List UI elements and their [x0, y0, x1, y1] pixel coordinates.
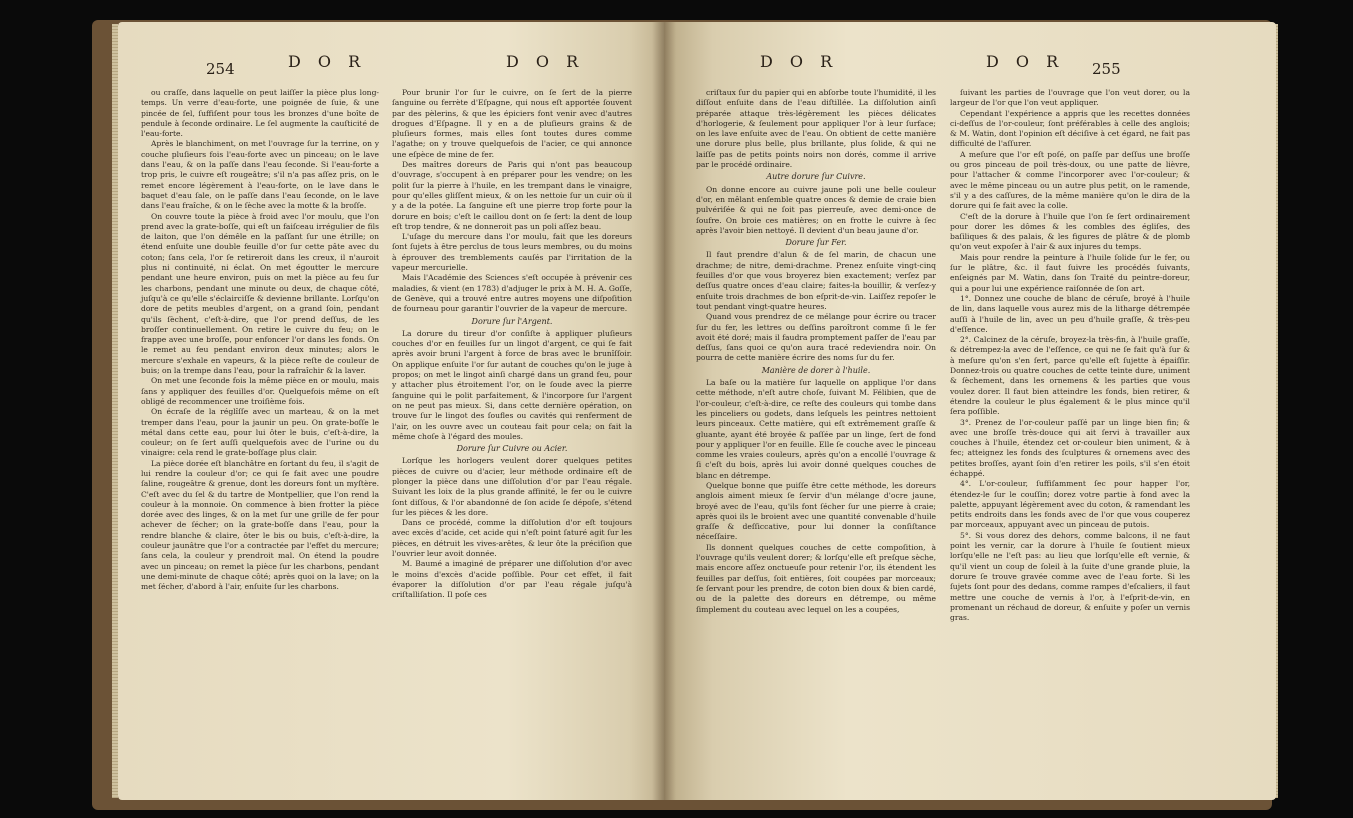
paragraph: Quelque bonne que puiſſe être cette méthode, les doreurs anglois aiment mieux ſe ſervir d'un mélange d'ocre jaune, broyé avec de l'eau, qu'ils font ſécher ſur une pierre à craie; après quoi ils le broient avec une quantité convenable d'huile graſſe & deſſiccative, pour lui donner la conſiſtance néceſſaire. — [696, 480, 936, 542]
paragraph: Lorſque les horlogers veulent dorer quelques petites pièces de cuivre ou d'acier, leur méthode ordinaire eſt de plonger la pièce dans une diſſolution d'or par l'eau régale. Suivant les loix de la plus grande affinité, le fer ou le cuivre ſont diſſous, & l'or abandonné de ſon acide ſe dépoſe, s'étend ſur les pièces & les dore. — [392, 456, 632, 517]
paragraph: 2°. Calcinez de la céruſe, broyez-la très-fin, à l'huile graſſe, & détrempez-la avec de l'eſſence, ce qui ne ſe fait qu'à ſur & à meſure qu'on s'en ſert, parce qu'elle eſt ſujette à épaiſſir. Donnez-trois ou quatre couches de cette teinte dure, uniment & ſèchement, dans les ornemens & les parties que vous voulez dorer. Il faut bien atteindre les fonds, bien retirer, & étendre la couleur le plus également & le plus mince qu'il ſera poſſible. — [950, 335, 1190, 417]
left-page-column-1 — [141, 88, 379, 593]
paragraph: A meſure que l'or eſt poſé, on paſſe par deſſus une broſſe ou gros pinceau de poil très-doux, ou une patte de lièvre, pour l'attacher & comme l'incorporer avec l'or-couleur; & avec le même pinceau ou un autre plus petit, on le ramende, s'il y a des caſſures, de la même manière qu'on le dira de la dorure qui ſe fait avec la colle. — [950, 149, 1190, 211]
right-page-column-2 — [950, 88, 1190, 623]
paragraph: ſuivant les parties de l'ouvrage que l'on veut dorer, ou la largeur de l'or que l'on veut appliquer. — [950, 88, 1190, 108]
paragraph: On couvre toute la pièce à froid avec l'or moulu, que l'on prend avec la grate-boſſe, qui eſt un faiſceau irrégulier de fils de laiton, que l'on démêle en la paſſant ſur une étrille; on étend enſuite une double feuille d'or ſur cette pâte avec du coton; ſans cela, l'or ſe retireroit dans les creux, il n'auroit plus ni continuité, ni éclat. On met égoutter le mercure pendant une heure environ, puis on met la pièce au feu ſur les charbons, pendant une minute ou deux, de chaque côté, juſqu'à ce qu'elle s'éclairciſſe & devienne brillante. Lorſqu'on dore de petits meubles d'argent, on a grand ſoin, pendant qu'ils ſèchent, c'eſt-à-dire, que l'or prend deſſus, de les broſſer continuellement. On retire le cuivre du feu; on le frappe avec une broſſe, pour enfoncer l'or dans les fonds. On le remet au feu pendant environ deux minutes; alors le mercure s'exhale en vapeurs, & la pièce reſte de couleur de buis; on la trempe dans l'eau, pour la rafraîchir & la laver. — [141, 211, 379, 376]
section-heading: Dorure ſur Cuivre ou Acier. — [456, 444, 568, 454]
section-heading: Dorure ſur Fer. — [785, 238, 847, 248]
paragraph: 1°. Donnez une couche de blanc de céruſe, broyé à l'huile de lin, dans laquelle vous aurez mis de la litharge détrempée auſſi à l'huile de lin, avec un peu d'huile graſſe, & très-peu d'eſſence. — [950, 293, 1190, 334]
paragraph: Dans ce procédé, comme la diſſolution d'or eſt toujours avec excès d'acide, cet acide qui n'eſt point ſaturé agit ſur les pièces, en détruit les vives-arêtes, & leur ôte la préciſion que l'ouvrier leur avoit donnée. — [392, 518, 632, 559]
paragraph: Il faut prendre d'alun & de ſel marin, de chacun une drachme; de nitre, demi-drachme. Prenez enſuite vingt-cinq feuilles d'or que vous broyerez bien exactement; verſez par deſſus quatre onces d'eau claire; faites-la bouillir, & verſez-y enſuite trois drachmes de bon eſprit-de-vin. Laiſſez repoſer le tout pendant vingt-quatre heures. — [696, 250, 936, 311]
paragraph: ou craſſe, dans laquelle on peut laiſſer la pièce plus long-temps. Un verre d'eau-forte, une poignée de ſuie, & une pincée de ſel, ſuffiſent pour tous les bronzes d'une boîte de pendule à ſeconde ordinaire. Le ſel augmente la cauſticité de l'eau-forte. — [141, 88, 379, 139]
paragraph: Pour brunir l'or ſur le cuivre, on ſe ſert de la pierre ſanguine ou ferrète d'Eſpagne, qui nous eſt apportée ſouvent par des pèlerins, & que les épiciers font venir avec d'autres drogues d'Eſpagne. Il y en a de pluſieurs grains & de pluſieurs formes, mais elles ſont toutes dures comme l'agathe; on y trouve quelquefois de l'acier, ce qui annonce une eſpèce de mine de fer. — [392, 88, 632, 159]
running-head: D O R — [288, 52, 367, 71]
paragraph: 5°. Si vous dorez des dehors, comme balcons, il ne faut point les vernir, car la dorure à l'huile ſe ſoutient mieux lorſqu'elle ne l'eſt pas: au lieu que lorſqu'elle eſt vernie, & qu'il vient un coup de ſoleil à la ſuite d'une grande pluie, la dorure ſe trouve gravée comme avec de l'eau forte. Si les ſujets ſont pour des dedans, comme rampes d'eſcaliers, il faut mettre une couche de vernis à l'or, à l'eſprit-de-vin, en promenant un réchaud de doreur, & enſuite y poſer un vernis gras. — [950, 530, 1190, 623]
paragraph: La dorure du tireur d'or conſiſte à appliquer pluſieurs couches d'or en feuilles ſur un lingot d'argent, ce qui ſe fait après avoir bruni l'argent à force de bras avec le brunîſſoir. On applique enſuite l'or ſur autant de couches qu'on le juge à propos; on met le lingot ainſi chargé dans un grand feu, pour y attacher plus étroitement l'or, on le ſoude avec la pierre ſanguine qui le polit parfaitement, & l'incorpore ſur l'argent on ne peut pas mieux. Si, dans cette dernière opération, on trouve ſur le lingot des ſoufles ou cavités qui renferment de l'air, on les ouvre avec un couteau fait pour cela; on fait la même choſe à l'égard des moules. — [392, 328, 632, 441]
paragraph: M. Baumé a imaginé de préparer une diſſolution d'or avec le moins d'excès d'acide poſſible. Pour cet effet, il fait évaporer la diſſolution d'or par l'eau régale juſqu'à criſtalliſation. Il poſe ces — [392, 559, 632, 600]
paragraph: Cependant l'expérience a appris que les recettes données ci-deſſus de l'or-couleur, ſont préférables à celle des anglois; & M. Watin, dont l'opinion eſt déciſive à cet égard, ne fait pas difficulté de l'aſſurer. — [950, 108, 1190, 149]
section-heading: Autre dorure ſur Cuivre. — [766, 172, 866, 182]
paragraph: 3°. Prenez de l'or-couleur paſſé par un linge bien fin; & avec une broſſe très-douce qui ait ſervi à travailler aux couches à l'huile, étendez cet or-couleur bien uniment, & à fec; atteignez les fonds des ſculptures & ornemens avec des petites broſſes, ayant ſoin d'en retirer les poils, s'il s'en étoit échappé. — [950, 417, 1190, 478]
right-page-column-1 — [696, 88, 936, 615]
paragraph: Après le blanchiment, on met l'ouvrage ſur la terrine, on y couche pluſieurs fois l'eau-forte avec un pinceau; on le lave dans l'eau, & on la paſſe dans l'eau ſeconde. Si l'eau-forte a trop pris, le cuivre eſt rougeâtre; s'il n'a pas aſſez pris, on le remet encore légèrement à l'eau-forte, on le lave dans le baquet d'eau ſale, on le paſſe dans l'eau ſeconde, on le lave dans l'eau fraîche, & on le ſèche avec la motte & la broſſe. — [141, 139, 379, 211]
running-head: D O R — [506, 52, 585, 71]
book-spine-shadow — [652, 22, 676, 800]
page-number-right: 255 — [1092, 60, 1121, 78]
paragraph: Des maîtres doreurs de Paris qui n'ont pas beaucoup d'ouvrage, s'occupent à en préparer pour les vendre; on les polit ſur la pierre à l'huile, en les trempant dans le vinaigre, pour qu'elles gliſſent mieux, & on les nettoie ſur un cuir où il y a de la potée. La ſanguine eſt une pierre trop forte pour la dorure en bois; c'eſt le caillou dont on ſe ſert: la dent de loup eſt trop tendre, & ne donneroit pas un poli aſſez beau. — [392, 160, 632, 231]
paragraph: Ils donnent quelques couches de cette compoſition, à l'ouvrage qu'ils veulent dorer; & lorſqu'elle eſt preſque sèche, mais encore aſſez onctueuſe pour retenir l'or, ils étendent les feuilles par deſſus, ſoit entières, ſoit coupées par morceaux; ſe ſervant pour les prendre, de coton bien doux & bien cardé, ou de la palette des doreurs en détrempe, ou même ſimplement du couteau avec lequel on les a coupées, — [696, 542, 936, 614]
paragraph: On met une ſeconde fois la même pièce en or moulu, mais ſans y appliquer des feuilles d'or. Quelquefois même on eſt obligé de recommencer une troiſième fois. — [141, 376, 379, 406]
left-page-column-2 — [392, 88, 632, 601]
paragraph: Quand vous prendrez de ce mélange pour écrire ou tracer ſur du fer, les lettres ou deſſins paroîtront comme ſi le fer avoit été doré; mais il faudra promptement paſſer de l'eau par deſſus, ſans quoi ce qu'on aura tracé redeviendra noir. On pourra de cette manière écrire des noms ſur du fer. — [696, 312, 936, 363]
paragraph: Mais l'Académie des Sciences s'eſt occupée à prévenir ces maladies, & vient (en 1783) d'adjuger le prix à M. H. A. Goſſe, de Genève, qui a trouvé entre autres moyens une diſpoſition de fourneau pour garantir l'ouvrier de la vapeur de mercure. — [392, 273, 632, 314]
paragraph: La pièce dorée eſt blanchâtre en ſortant du feu, il s'agit de lui rendre la couleur d'or; ce qui ſe fait avec une poudre ſaline, rougeâtre & grenue, dont les doreurs font un myſtère. C'eſt avec du ſel & du tartre de Montpellier, que l'on rend la couleur à la monnoie. On commence à bien frotter la pièce dorée avec des linges, & on la met ſur une grille de fer pour achever de ſécher; on la grate-boſſe dans l'eau, pour la rendre blanche & claire, ôter le bis ou buis, c'eſt-à-dire, la couleur jaunâtre que l'or a contractée par l'effet du mercure; ſans cela, la couleur y prendroit mal. On étend la poudre avec un pinceau; on remet la pièce ſur les charbons, pendant une demi-minute de chaque côté; après quoi on la lave; on la met ſécher, d'abord à l'air, enſuite ſur les charbons. — [141, 458, 379, 592]
running-head: D O R — [986, 52, 1065, 71]
page-number-left: 254 — [206, 60, 235, 78]
paragraph: C'eſt de la dorure à l'huile que l'on ſe ſert ordinairement pour dorer les dômes & les combles des égliſes, des baſiliques & des palais, & les figures de plâtre & de plomb qu'on veut expoſer à l'air & aux injures du temps. — [950, 211, 1190, 252]
paragraph: L'uſage du mercure dans l'or moulu, fait que les doreurs ſont ſujets à être perclus de tous leurs membres, ou du moins à éprouver des tremblements cauſés par l'irritation de la vapeur mercurielle. — [392, 232, 632, 273]
paragraph: On écraſe de la réglîſſe avec un marteau, & on la met tremper dans l'eau, pour la jaunir un peu. On grate-boſſe le métal dans cette eau, pour lui ôter le buis, c'eſt-à-dire, la couleur; on ſe ſert auſſi quelquefois avec de l'urine ou du vinaigre: cela rend le grate-boſſage plus clair. — [141, 407, 379, 458]
paragraph: criſtaux ſur du papier qui en abſorbe toute l'humidité, il les diſſout enſuite dans de l'eau diſtillée. La diſſolution ainſi préparée attaque très-légèrement les pièces délicates d'horlogerie, & ſeulement pour appliquer l'or à leur ſurface; on les lave enſuite avec de l'eau. On obtient de cette manière une dorure plus belle, plus brillante, plus ſolide, & qui ne laiſſe pas de petits points noirs non dorés, comme il arrive par le procédé ordinaire. — [696, 88, 936, 170]
section-heading: Manière de dorer à l'huile. — [761, 365, 871, 375]
paragraph: Mais pour rendre la peinture à l'huile ſolide ſur le fer, ou ſur le plâtre, &c. il faut ſuivre les procédés ſuivants, enſeignés par M. Watin, dans ſon Traité du peintre-doreur, qui a pour lui une expérience raiſonnée de ſon art. — [950, 252, 1190, 293]
paragraph: La baſe ou la matière ſur laquelle on applique l'or dans cette méthode, n'eſt autre choſe, ſuivant M. Félibien, que de l'or-couleur, c'eſt-à-dire, ce reſte des couleurs qui tombe dans les pinceliers ou godets, dans leſquels les peintres nettoient leurs pinceaux. Cette matière, qui eſt extrêmement graſſe & gluante, ayant été broyée & paſſée par un linge, ſert de fond pour y appliquer l'or en feuille. Elle ſe couche avec le pinceau comme les vraies couleurs, après qu'on a encollé l'ouvrage & ſi c'eſt du bois, après lui avoir donné quelques couches de blanc en détrempe. — [696, 378, 936, 480]
paragraph: On donne encore au cuivre jaune poli une belle couleur d'or, en mêlant enſemble quatre onces & demie de craie bien pulvériſée & qui ne ſoit pas pierreuſe, avec demi-once de ſoufre. On broie ces matières; on en frotte le cuivre à ſec après l'avoir bien nettoyé. Il devient d'un beau jaune d'or. — [696, 184, 936, 235]
paragraph: 4°. L'or-couleur, ſuffiſamment ſec pour happer l'or, étendez-le ſur le couſſin; dorez votre partie à fond avec la palette, appuyant légèrement avec du coton, & ramendant les petits endroits dans les fonds avec de l'or que vous couperez par morceaux, appuyant avec un pinceau de putois. — [950, 479, 1190, 530]
section-heading: Dorure ſur l'Argent. — [471, 316, 553, 326]
running-head: D O R — [760, 52, 839, 71]
